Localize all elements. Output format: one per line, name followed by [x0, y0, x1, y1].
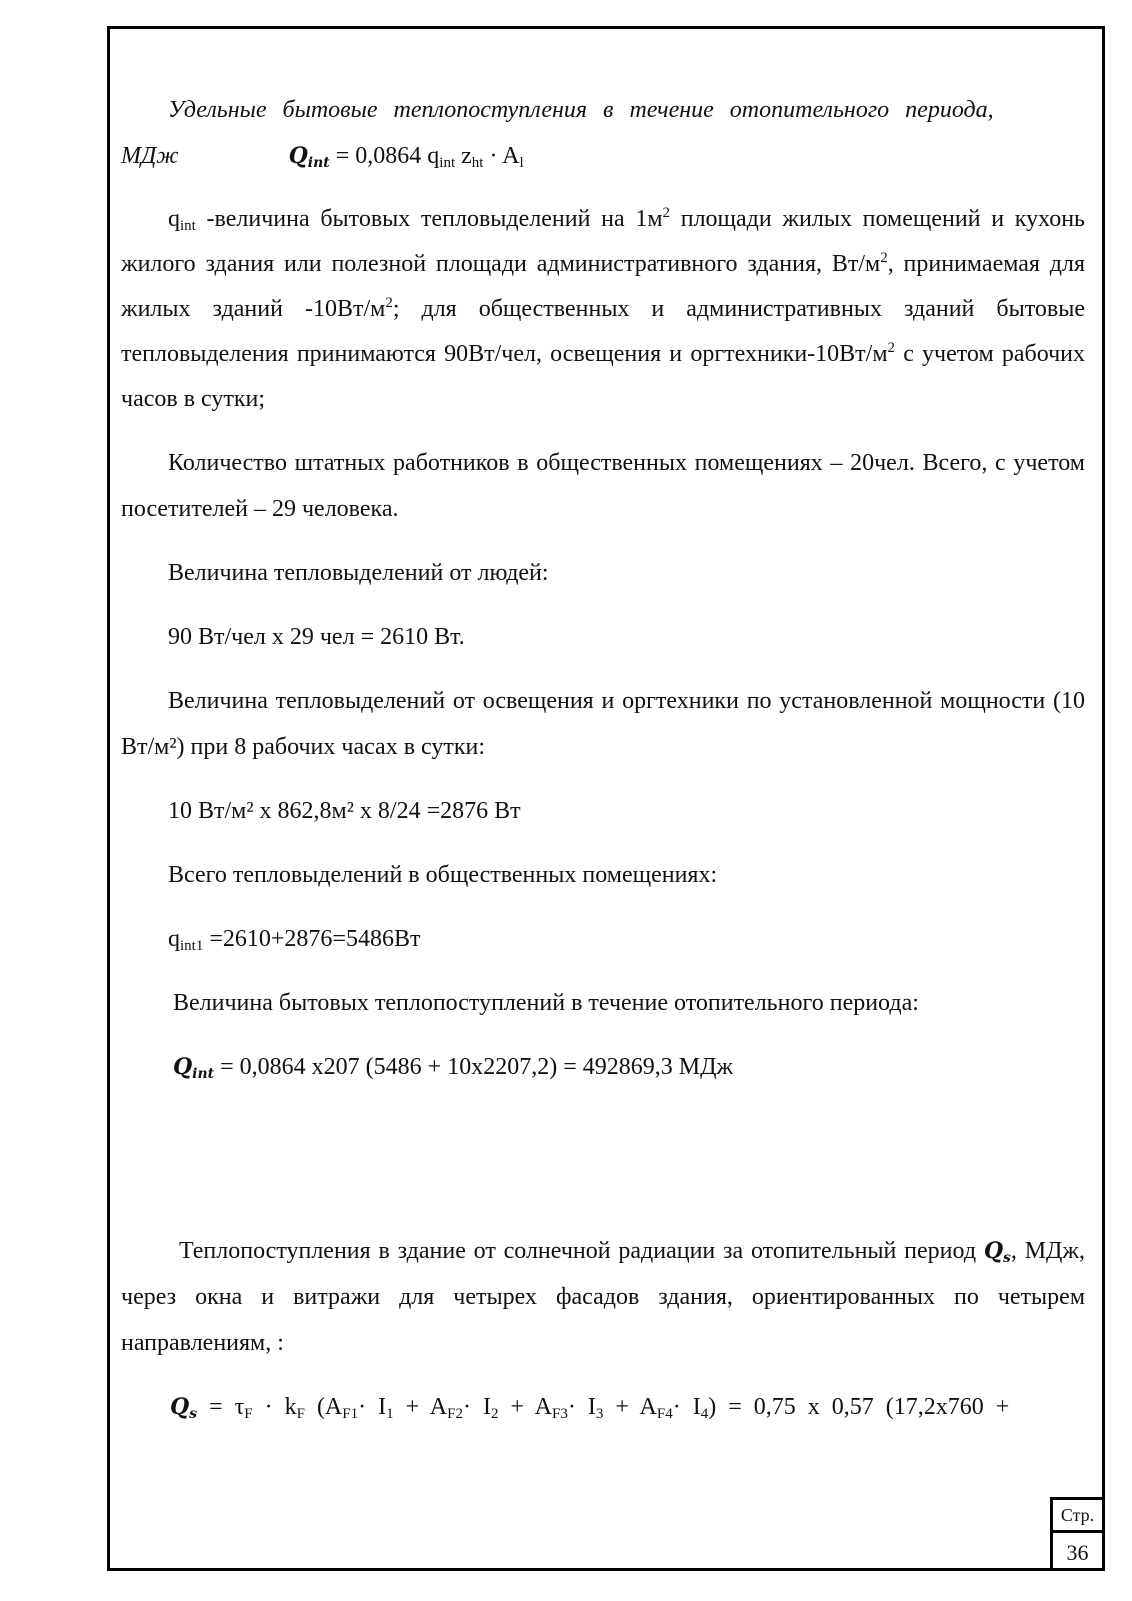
paragraph-solar: Теплопоступления в здание от солнечной радиации за отопительный период $Q_s$, МДж, через окна и витражи для четырех фасадов здания, ориентированных по четырем направлениям, : — [121, 1238, 1085, 1356]
page-label: Стр. — [1053, 1500, 1102, 1533]
paragraph-seasonal-heat: Величина бытовых теплопоступлений в течение отопительного периода: — [173, 990, 919, 1016]
paragraph-total-heat: Всего тепловыделений в общественных помещениях: — [168, 862, 718, 888]
paragraph-qint-definition: $q_{int}$ -величина бытовых тепловыделений на $1м^2$ площади жилых помещений и кухонь жилого здания или полезной площади административного здания, $Вт/м^2$, принимаемая для жилых зданий $-10Вт/м^2$; для общественных и административных зданий бытовые тепловыделения принимаются 90Вт/чел, освещения и оргтехники-$10Вт/м^2$ с учетом рабочих часов в сутки; — [121, 205, 1086, 412]
paragraph-staff: Количество штатных работников в общественных помещениях – 20чел. Всего, с учетом посетителей – 29 человека. — [121, 450, 1085, 522]
paragraph-qs-formula: $Q_s = \tau_F \cdot k_F$ $(A_{F1}\cdot I_1 + A_{F2}\cdot I_2 + A_{F3}\cdot I_3 + A_{F4}\cdot I_4) = 0,75$ х 0,57 (17,2х760 + — [170, 1394, 1010, 1422]
paragraph-qint-result: $Q_{int} = 0,0864$ х207 (5486 + 10х2207,2) = 492869,3 МДж — [173, 1054, 734, 1082]
page-number: 36 — [1066, 1540, 1089, 1565]
document-body — [121, 87, 1085, 1430]
paragraph-lighting-calc: 10 Вт/м² х 862,8м² х 8/24 =2876 Вт — [168, 798, 521, 824]
paragraph-people-heat: Величина тепловыделений от людей: — [168, 560, 549, 586]
paragraph-qint1: $q_{int1} =2610+2876=5486Вт$ — [168, 926, 421, 954]
paragraph-people-calc: 90 Вт/чел х 29 чел = 2610 Вт. — [168, 624, 465, 650]
page-number-stamp — [1050, 1497, 1105, 1571]
paragraph-lighting-heat: Величина тепловыделений от освещения и оргтехники по установленной мощности (10 Вт/м²) при 8 рабочих часах в сутки: — [121, 688, 1085, 760]
paragraph-intro: Удельные бытовые теплопоступления в течение отопительного периода, МДж $Q_{int} = 0,0864$ $q_{int}$ $z_{ht} \cdot A_l$ — [121, 97, 994, 171]
